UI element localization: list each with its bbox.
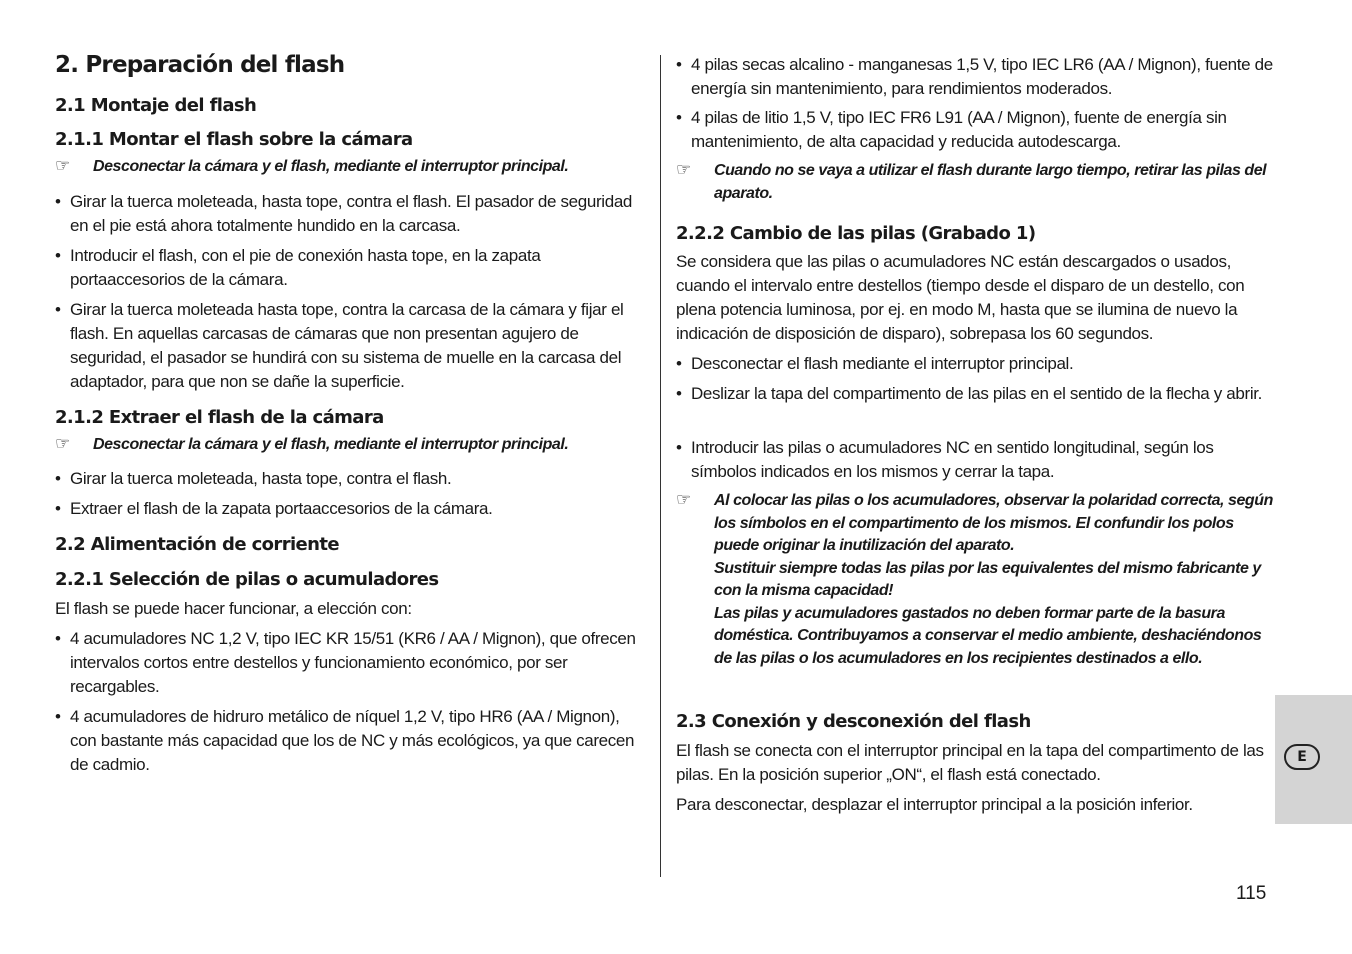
note-line: Las pilas y acumuladores gastados no deben formar parte de la basura doméstica. Contribuyamos a conservar el medio ambiente, deshaciéndonos de las pilas o los acumuladores en los recipientes destinados a ello. (714, 604, 1262, 667)
column-divider (660, 55, 661, 877)
list-item: • Girar la tuerca moleteada hasta tope, contra la carcasa de la cámara y fijar el flash. En aquellas carcasas de cámaras que non presentan agujero de seguridad, el pasador se hundirá con su sistema de muelle en la carcasa del adaptador, para que non se dañe la superficie. (55, 300, 624, 391)
body-2-2-2: Se considera que las pilas o acumuladores NC están descargados o usados, cuando el intervalo entre destellos (tiempo desde el disparo de un destello, con plena potencia luminosa, por ej. en modo M, hasta que se ilumina de nuevo la indicación de disposición de disparo), sobrepasa los 60 segundos. (676, 252, 1245, 343)
list-item: • Girar la tuerca moleteada, hasta tope, contra el flash. (55, 469, 452, 488)
note-2-1-2: ☞ Desconectar la cámara y el flash, mediante el interruptor principal. (55, 434, 650, 457)
note-2-1-1: ☞ Desconectar la cámara y el flash, mediante el interruptor principal. (55, 156, 650, 179)
intro-2-2-1: El flash se puede hacer funcionar, a elección con: (55, 599, 412, 618)
pointing-hand-icon: ☞ (676, 490, 691, 509)
list-item: • 4 pilas secas alcalino - manganesas 1,5 V, tipo IEC LR6 (AA / Mignon), fuente de energía sin mantenimiento, para rendimientos moderados. (676, 55, 1273, 98)
heading-2-1-2: 2.1.2 Extraer el flash de la cámara (55, 407, 384, 428)
heading-2-2-1: 2.2.1 Selección de pilas o acumuladores (55, 569, 439, 590)
body-2-3-p1: El flash se conecta con el interruptor principal en la tapa del compartimento de las pilas. En la posición superior „ON“, el flash está conectado. (676, 741, 1264, 784)
note-line: Al colocar las pilas o los acumuladores, observar la polaridad correcta, según los símbolos en el compartimento de los mismos. El confundir los polos puede originar la inutilización del aparato. (714, 492, 1273, 554)
list-item: • Extraer el flash de la zapata portaaccesorios de la cámara. (55, 499, 493, 518)
list-item: • Introducir las pilas o acumuladores NC en sentido longitudinal, según los símbolos indicados en los mismos y cerrar la tapa. (676, 438, 1214, 481)
heading-2-1-1: 2.1.1 Montar el flash sobre la cámara (55, 129, 413, 150)
heading-2-2-2: 2.2.2 Cambio de las pilas (Grabado 1) (676, 223, 1036, 244)
list-item: • 4 acumuladores NC 1,2 V, tipo IEC KR 15/51 (KR6 / AA / Mignon), que ofrecen intervalos cortos entre destellos y funcionamiento económico, por ser recargables. (55, 629, 636, 696)
pointing-hand-icon: ☞ (55, 156, 70, 175)
note-storage: ☞ Cuando no se vaya a utilizar el flash durante largo tiempo, retirar las pilas del aparato. (676, 160, 1267, 202)
note-line: Sustituir siempre todas las pilas por las equivalentes del mismo fabricante y con la misma capacidad! (714, 559, 1261, 599)
heading-2-3: 2.3 Conexión y desconexión del flash (676, 711, 1031, 732)
pointing-hand-icon: ☞ (676, 160, 691, 179)
list-item: • Girar la tuerca moleteada, hasta tope, contra el flash. El pasador de seguridad en el pie está ahora totalmente hundido en la carcasa. (55, 192, 633, 235)
pointing-hand-icon: ☞ (55, 434, 70, 453)
list-item: • 4 pilas de litio 1,5 V, tipo IEC FR6 L91 (AA / Mignon), fuente de energía sin mantenimiento, de alta capacidad y reducida autodescarga. (676, 108, 1227, 151)
list-item: • 4 acumuladores de hidruro metálico de níquel 1,2 V, tipo HR6 (AA / Mignon), con bastante más capacidad que los de NC y más ecológicos, ya que carecen de cadmio. (55, 707, 635, 774)
heading-2-2: 2.2 Alimentación de corriente (55, 534, 339, 555)
heading-2-1: 2.1 Montaje del flash (55, 95, 257, 116)
body-2-3-p2: Para desconectar, desplazar el interruptor principal a la posición inferior. (676, 795, 1193, 814)
page-number: 115 (1236, 883, 1267, 904)
list-item: • Desconectar el flash mediante el interruptor principal. (676, 354, 1074, 373)
note-polarity (676, 490, 1276, 670)
page-title: 2. Preparación del flash (55, 52, 345, 78)
list-item: • Introducir el flash, con el pie de conexión hasta tope, en la zapata portaaccesorios de la cámara. (55, 246, 541, 289)
list-item: • Deslizar la tapa del compartimento de las pilas en el sentido de la flecha y abrir. (676, 384, 1262, 403)
language-badge: E (1284, 744, 1320, 770)
